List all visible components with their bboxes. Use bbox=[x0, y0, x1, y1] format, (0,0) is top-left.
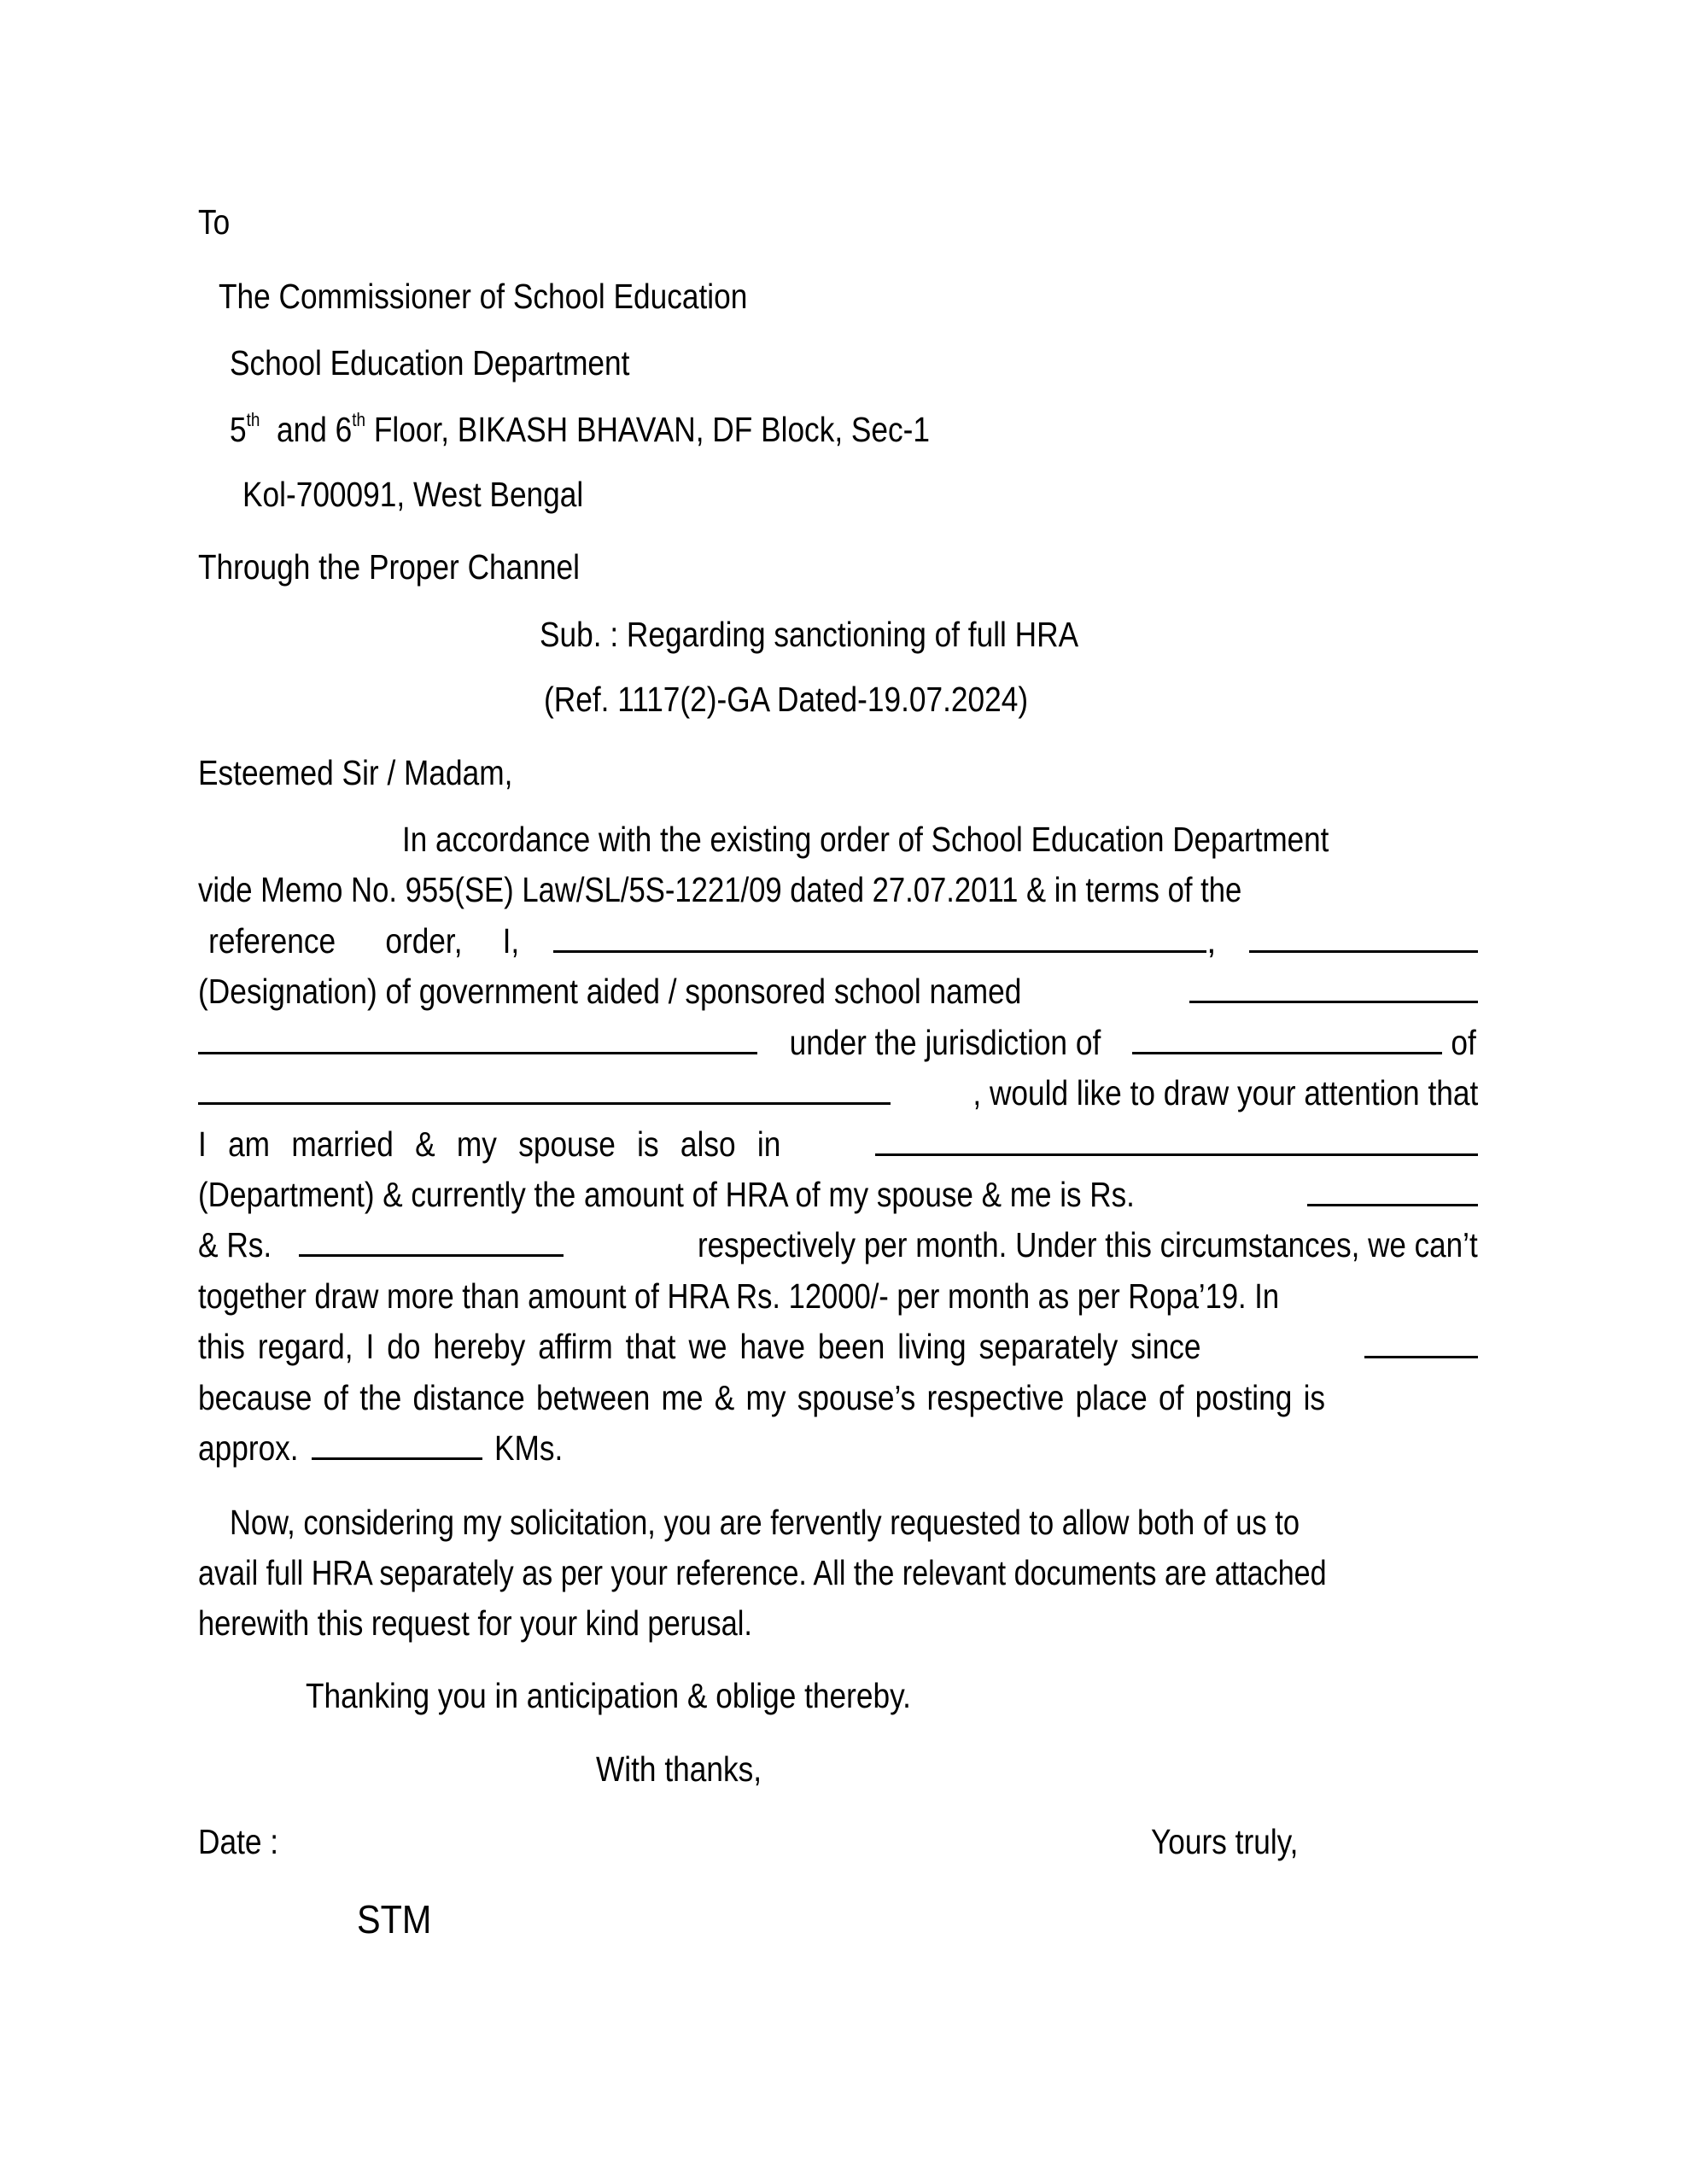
superscript-th: th bbox=[352, 409, 366, 430]
date-label: Date : bbox=[198, 1822, 279, 1861]
subject-line: Sub. : Regarding sanctioning of full HRA bbox=[540, 615, 1079, 654]
text-i: I, bbox=[502, 921, 520, 961]
through-proper-channel: Through the Proper Channel bbox=[198, 547, 580, 587]
text-order: order, bbox=[384, 921, 463, 961]
para2-line-1: Now, considering my solicitation, you are fervently requested to allow both of us to bbox=[230, 1503, 1300, 1542]
jurisdiction-blank[interactable] bbox=[1132, 1026, 1442, 1054]
text-married: I am married & my spouse is also in bbox=[198, 1124, 781, 1164]
recipient-line-4: Kol-700091, West Bengal bbox=[242, 475, 584, 514]
recipient-line-3 bbox=[230, 411, 930, 447]
recipient-line-2: School Education Department bbox=[230, 343, 630, 382]
superscript-th: th bbox=[246, 409, 260, 430]
school-name-blank[interactable] bbox=[1189, 975, 1478, 1003]
greeting: Esteemed Sir / Madam, bbox=[198, 753, 513, 792]
school-name-blank-2[interactable] bbox=[198, 1026, 757, 1054]
distance-blank[interactable] bbox=[312, 1432, 482, 1460]
body-line-9 bbox=[198, 1225, 1478, 1264]
comma: , bbox=[1206, 921, 1217, 961]
text-reference: reference bbox=[208, 921, 336, 961]
salutation-to: To bbox=[198, 202, 231, 242]
body-line-4 bbox=[198, 974, 1478, 1009]
yours-truly: Yours truly, bbox=[1151, 1822, 1299, 1861]
recipient-line-1: The Commissioner of School Education bbox=[219, 277, 748, 316]
text-kms: KMs. bbox=[494, 1428, 564, 1468]
since-date-blank[interactable] bbox=[1364, 1330, 1478, 1358]
body-line-10: together draw more than amount of HRA Rs. 12000/- per month as per Ropa’19. In bbox=[198, 1276, 1280, 1316]
district-blank[interactable] bbox=[198, 1077, 891, 1105]
text-living-separately: this regard, I do hereby affirm that we have been living separately since bbox=[198, 1327, 1201, 1366]
signature: STM bbox=[357, 1897, 432, 1942]
with-thanks: With thanks, bbox=[596, 1749, 762, 1789]
name-blank[interactable] bbox=[553, 925, 1206, 953]
text-respectively: respectively per month. Under this circumstances, we can’t bbox=[698, 1225, 1478, 1264]
body-line-2: vide Memo No. 955(SE) Law/SL/5S-1221/09 dated 27.07.2011 & in terms of the bbox=[198, 870, 1242, 909]
body-line-3 bbox=[198, 921, 1478, 961]
body-line-1: In accordance with the existing order of School Education Department bbox=[402, 820, 1329, 859]
floor-number-6: and 6 bbox=[260, 410, 353, 449]
reference-line: (Ref. 1117(2)-GA Dated-19.07.2024) bbox=[544, 680, 1029, 719]
spouse-department-blank[interactable] bbox=[875, 1128, 1478, 1156]
spouse-hra-blank[interactable] bbox=[1307, 1178, 1478, 1206]
name-blank-group bbox=[553, 921, 1217, 961]
body-line-6 bbox=[198, 1073, 1478, 1112]
body-line-11 bbox=[198, 1329, 1478, 1364]
text-and-rs: & Rs. bbox=[198, 1225, 272, 1264]
text-designation: (Designation) of government aided / sponsored school named bbox=[198, 972, 1022, 1011]
address-text: Floor, BIKASH BHAVAN, DF Block, Sec-1 bbox=[365, 410, 931, 449]
text-attention: , would like to draw your attention that bbox=[972, 1073, 1478, 1112]
text-hra-amount: (Department) & currently the amount of HRA of my spouse & me is Rs. bbox=[198, 1175, 1135, 1214]
para2-line-2: avail full HRA separately as per your reference. All the relevant documents are attached bbox=[198, 1553, 1327, 1592]
text-approx: approx. bbox=[198, 1428, 299, 1468]
floor-number-5: 5 bbox=[230, 410, 247, 449]
body-line-8 bbox=[198, 1177, 1478, 1212]
designation-blank[interactable] bbox=[1249, 925, 1478, 953]
text-of: of bbox=[1451, 1023, 1476, 1062]
rs-group bbox=[198, 1225, 564, 1264]
body-line-7 bbox=[198, 1124, 1478, 1164]
body-line-12: because of the distance between me & my spouse’s respective place of posting is bbox=[198, 1378, 1326, 1417]
my-hra-blank[interactable] bbox=[299, 1229, 564, 1257]
thanking-line: Thanking you in anticipation & oblige thereby. bbox=[306, 1676, 911, 1715]
body-line-13 bbox=[198, 1428, 574, 1468]
para2-line-3: herewith this request for your kind perusal. bbox=[198, 1603, 752, 1643]
body-line-5 bbox=[198, 1025, 1478, 1060]
text-jurisdiction: under the jurisdiction of bbox=[789, 1023, 1101, 1062]
